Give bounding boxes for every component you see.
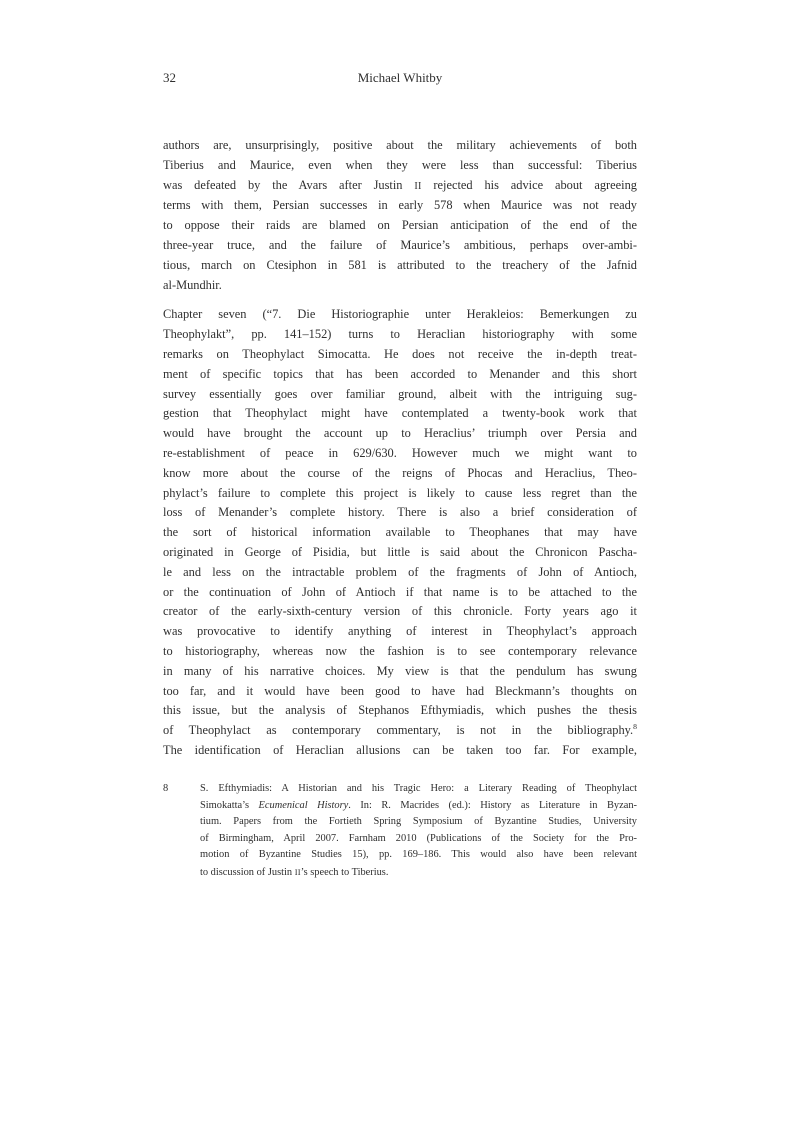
text-line: motion of Byzantine Studies 15), pp. 169–186. This would also have been relevant [200,849,637,861]
text-line: phylact’s failure to complete this project is likely to cause less regret than the [163,485,637,500]
text-line: originated in George of Pisidia, but little is said about the Chronicon Pascha- [163,544,637,559]
page-number: 32 [163,70,176,85]
text-line: Chapter seven (“7. Die Historiographie unter Herakleios: Bemerkungen zu [163,307,637,322]
running-head: Michael Whitby [357,70,443,85]
text-line: or the continuation of John of Antioch if that name is to be attached to the [163,584,637,599]
text-line: to discussion of Justin II’s speech to Tiberius. [200,866,389,878]
text-line: authors are, unsurprisingly, positive about the military achievements of both [163,138,637,152]
text-line: tious, march on Ctesiphon in 581 is attributed to the treachery of the Jafnid [163,257,637,272]
page-header [163,70,637,88]
text-line: to historiography, whereas now the fashion is to see contemporary relevance [163,643,637,658]
text-line: ment of specific topics that has been accorded to Menander and this short [163,366,637,381]
text-line: al-Mundhir. [163,277,222,292]
text-line: three-year truce, and the failure of Maurice’s ambitious, perhaps over-ambi- [163,237,637,252]
text-line: to oppose their raids are blamed on Persian anticipation of the end of the [163,218,637,233]
text-line: Simokatta’s Ecumenical History. In: R. Macrides (ed.): History as Literature in Byzan- [200,799,637,811]
text-line: in many of his narrative choices. My view is that the pendulum has swung [163,663,637,678]
smallcaps-text: II [294,866,301,877]
text-line: remarks on Theophylact Simocatta. He does not receive the in-depth treat- [163,346,637,361]
text-line: loss of Menander’s complete history. There is also a brief consideration of [163,505,637,520]
paragraph-2 [163,305,637,760]
text-line: Tiberius and Maurice, even when they were less than successful: Tiberius [163,157,637,172]
text-line: this issue, but the analysis of Stephanos Efthymiadis, which pushes the thesis [163,703,637,718]
text-line: know more about the course of the reigns of Phocas and Heraclius, Theo- [163,465,637,480]
footnote-marker: 8 [163,783,169,794]
smallcaps-text: II [414,180,422,192]
footnote-reference: 8 [633,721,637,731]
text-line: gestion that Theophylact might have contemplated a twenty-book work that [163,406,637,421]
footnote-text [200,781,637,882]
text-line: of Theophylact as contemporary commentary, is not in the bibliography.$^8$ [163,721,637,738]
footnotes-section [163,781,637,882]
text-line: was defeated by the Avars after Justin II rejected his advice about agreeing [163,177,637,192]
paragraph-1 [163,136,637,295]
text-line: creator of the early-sixth-century version of this chronicle. Forty years ago it [163,604,637,619]
text-line: The identification of Heraclian allusions can be taken too far. For example, [163,742,637,757]
text-line: le and less on the intractable problem of the fragments of John of Antioch, [163,564,637,579]
text-line: too far, and it would have been good to have had Bleckmann’s thoughts on [163,683,637,698]
text-line: the sort of historical information available to Theophanes that may have [163,525,637,540]
text-line: tium. Papers from the Fortieth Spring Symposium of Byzantine Studies, University [200,816,637,828]
footnote-8 [163,781,637,882]
main-text [163,136,637,761]
text-line: terms with them, Persian successes in early 578 when Maurice was not ready [163,198,637,213]
text-line: was provocative to identify anything of interest in Theophylact’s approach [163,624,637,639]
text-line: would have brought the account up to Heraclius’ triumph over Persia and [163,426,637,441]
text-line: survey essentially goes over familiar ground, albeit with the intriguing sug- [163,386,637,401]
text-line: S. Efthymiadis: A Historian and his Tragic Hero: a Literary Reading of Theophylact [200,783,637,794]
text-line: of Birmingham, April 2007. Farnham 2010 (Publications of the Society for the Pro- [200,832,637,844]
text-line: Theophylakt”, pp. 141–152) turns to Heraclian historiography with some [163,327,637,342]
italic-text: Ecumenical History [258,799,349,811]
text-line: re-establishment of peace in 629/630. However much we might want to [163,445,637,460]
